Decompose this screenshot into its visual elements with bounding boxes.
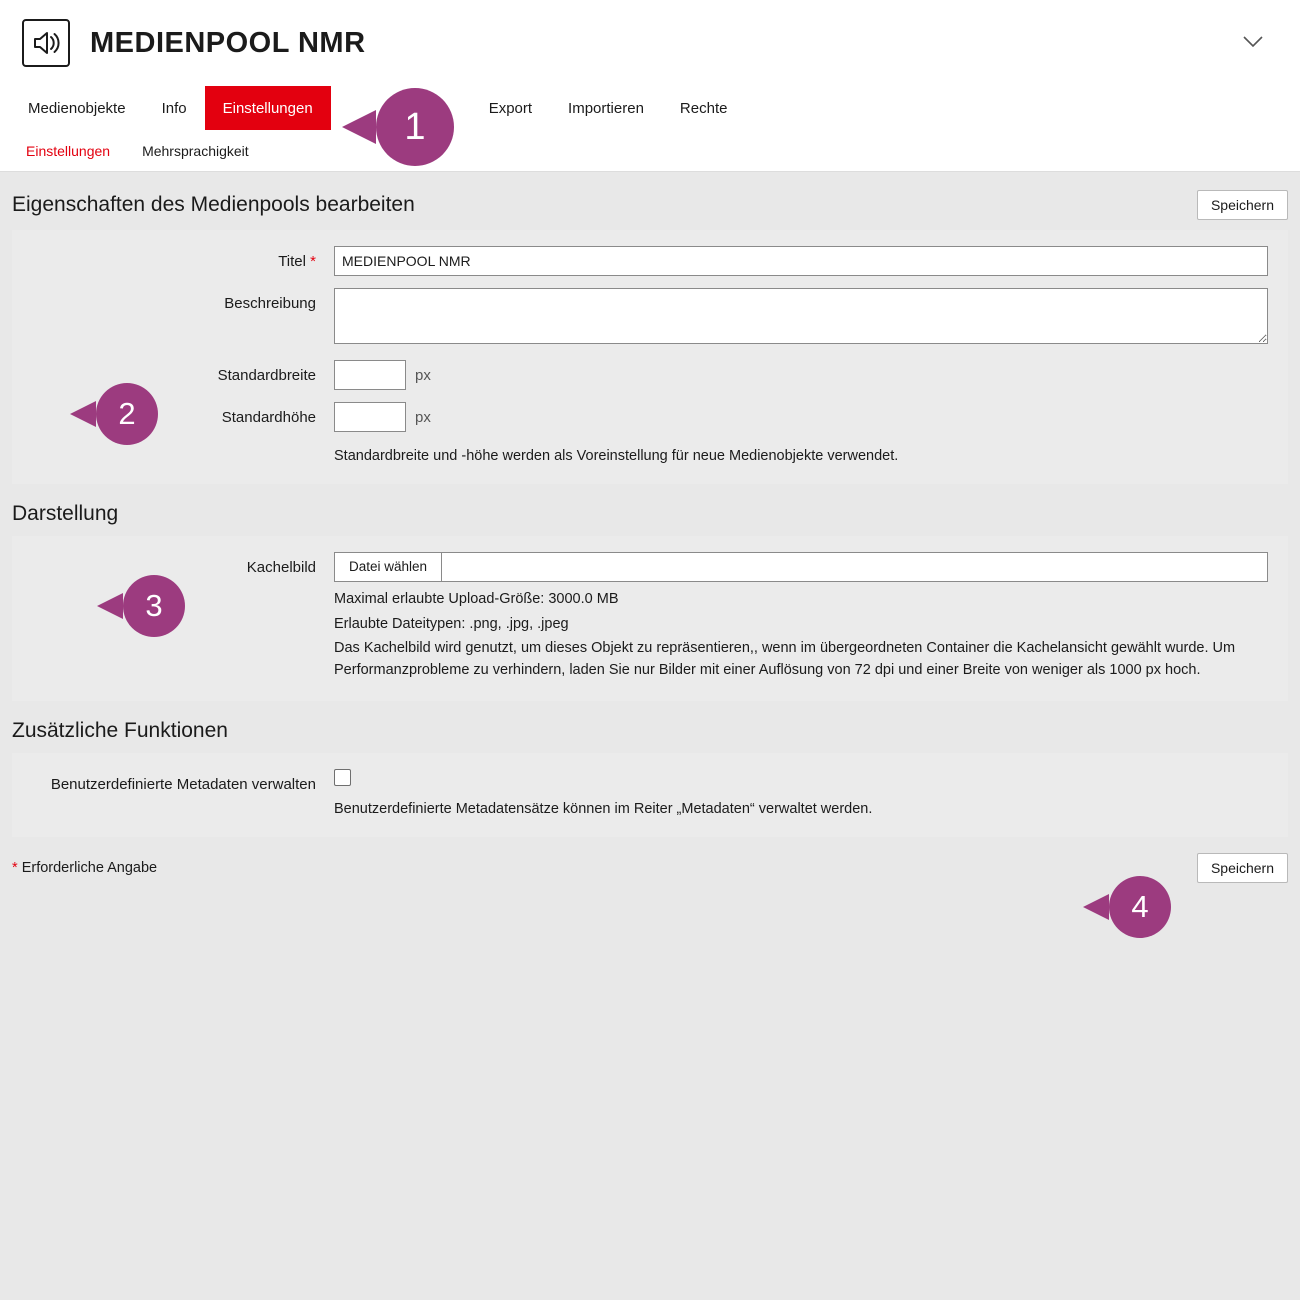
media-pool-icon — [22, 19, 70, 67]
default-height-field-wrap — [334, 402, 1288, 432]
title-input[interactable] — [334, 246, 1268, 276]
dimension-hint: Standardbreite und -höhe werden als Voreinstellung für neue Medienobjekte verwendet. — [334, 448, 899, 464]
default-width-unit: px — [415, 366, 431, 384]
field-row-title — [12, 246, 1288, 276]
callout-number-1: 1 — [376, 88, 454, 166]
description-textarea[interactable] — [334, 288, 1268, 344]
subtab-einstellungen[interactable]: Einstellungen — [26, 142, 111, 159]
required-marker: * — [310, 253, 316, 270]
callout-number-3: 3 — [123, 575, 185, 637]
default-width-label: Standardbreite — [217, 367, 316, 384]
title-field-wrap — [334, 246, 1288, 276]
tile-image-description-hint: Das Kachelbild wird genutzt, um dieses Objekt zu repräsentieren,, wenn im übergeordneten Container die Kachelansicht gewählt wurde. Um Performanzprobleme zu verhindern, laden Sie nur Bilder mit einer Auflösung von 72 dpi und einer Breite von weniger als 1000 px hoch. — [334, 640, 1236, 678]
subtab-mehrsprachigkeit[interactable]: Mehrsprachigkeit — [142, 142, 249, 159]
default-width-input[interactable] — [334, 360, 406, 390]
properties-panel — [12, 230, 1288, 484]
title-label — [12, 246, 334, 273]
tab-importieren[interactable]: Importieren — [568, 99, 644, 117]
additional-section-header — [12, 701, 1288, 753]
callout-number-2: 2 — [96, 383, 158, 445]
field-row-default-height — [12, 402, 1288, 432]
presentation-section-header — [12, 484, 1288, 536]
dimension-hint-row — [12, 444, 1288, 468]
file-hints — [334, 589, 1268, 682]
tab-rechte[interactable]: Rechte — [679, 99, 728, 117]
field-row-metadata — [12, 769, 1288, 821]
allowed-types-hint: Erlaubte Dateitypen: .png, .jpg, .jpeg — [334, 615, 569, 632]
choose-file-button[interactable]: Datei wählen — [334, 552, 441, 582]
page-title: MEDIENPOOL NMR — [90, 26, 366, 59]
required-note — [12, 860, 157, 876]
default-height-input[interactable] — [334, 402, 406, 432]
max-upload-hint: Maximal erlaubte Upload-Größe: 3000.0 MB — [334, 590, 619, 607]
field-row-tile-image — [12, 552, 1288, 685]
metadata-field-wrap — [334, 769, 1288, 821]
title-label-text: Titel — [278, 253, 306, 270]
tab-medienobjekte[interactable]: Medienobjekte — [28, 99, 126, 117]
callout-number-4: 4 — [1109, 876, 1171, 938]
field-row-description — [12, 288, 1288, 348]
save-button-bottom[interactable]: Speichern — [1197, 853, 1288, 883]
additional-section-title: Zusätzliche Funktionen — [12, 718, 228, 742]
additional-panel — [12, 753, 1288, 837]
required-note-star: * — [12, 859, 18, 876]
default-width-field-wrap — [334, 360, 1288, 390]
description-label: Beschreibung — [224, 295, 316, 312]
file-name-display[interactable] — [441, 552, 1268, 582]
properties-section-header — [12, 172, 1288, 230]
metadata-hint: Benutzerdefinierte Metadatensätze können im Reiter „Metadaten“ verwaltet werden. — [334, 800, 873, 817]
tile-image-label: Kachelbild — [246, 558, 316, 576]
default-height-unit: px — [415, 408, 431, 426]
file-picker — [334, 552, 1268, 582]
sub-tabbar — [0, 130, 1300, 172]
tab-einstellungen[interactable]: Einstellungen — [205, 86, 331, 130]
required-note-text: Erforderliche Angabe — [21, 859, 158, 876]
tab-spacer — [331, 86, 471, 130]
chevron-down-icon[interactable] — [1238, 26, 1268, 56]
default-height-label: Standardhöhe — [221, 409, 316, 426]
content-area — [0, 172, 1300, 883]
save-button-top[interactable]: Speichern — [1197, 190, 1288, 220]
dimension-hint-wrap — [334, 444, 1288, 468]
dimension-hint-spacer — [12, 444, 334, 449]
main-tabbar — [0, 86, 1300, 130]
tile-image-field-wrap — [334, 552, 1288, 685]
presentation-panel — [12, 536, 1288, 701]
tab-info[interactable]: Info — [161, 99, 187, 117]
app-header — [0, 0, 1300, 86]
callout-marker-4 — [1083, 876, 1171, 938]
field-row-default-width — [12, 360, 1288, 390]
properties-section-title: Eigenschaften des Medienpools bearbeiten — [12, 193, 415, 216]
metadata-label: Benutzerdefinierte Metadaten verwalten — [50, 775, 316, 793]
form-footer — [12, 837, 1288, 883]
description-field-wrap — [334, 288, 1288, 348]
presentation-section-title: Darstellung — [12, 501, 119, 525]
tab-export[interactable]: Export — [488, 99, 533, 117]
callout-tail-4 — [1083, 894, 1109, 920]
metadata-checkbox[interactable] — [334, 769, 351, 786]
